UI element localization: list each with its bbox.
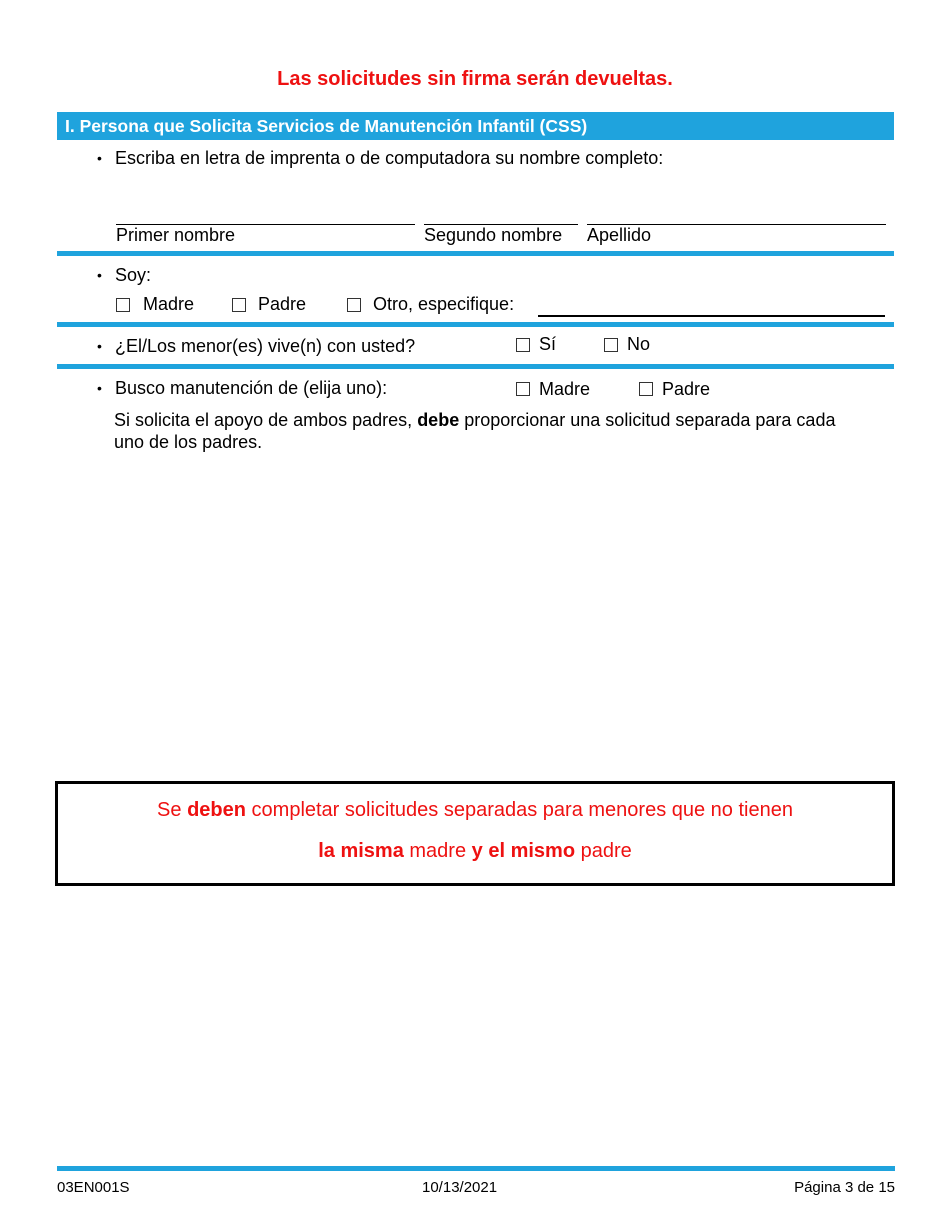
- note-text: uno de los padres.: [114, 432, 263, 452]
- first-name-label: Primer nombre: [116, 225, 236, 245]
- form-id: 03EN001S: [57, 1179, 130, 1196]
- lives-with-question: • ¿El/Los menor(es) vive(n) con usted?: [115, 335, 415, 357]
- seek-mother-checkbox[interactable]: [516, 382, 530, 396]
- note-text: Si solicita el apoyo de ambos padres,: [114, 410, 413, 430]
- father-option-label: Padre: [258, 294, 307, 314]
- lives-no-label: No: [627, 334, 651, 354]
- footer-divider: [57, 1166, 895, 1171]
- separate-applications-warning: [55, 781, 895, 886]
- last-name-label: Apellido: [587, 225, 652, 245]
- mother-option-label: Madre: [143, 294, 195, 314]
- soy-label: • Soy:: [115, 264, 151, 286]
- other-option-label: Otro, especifique:: [373, 294, 515, 314]
- warning-bold: la misma: [318, 840, 404, 862]
- seek-father-label: Padre: [662, 379, 711, 399]
- lives-yes-label: Sí: [539, 334, 557, 354]
- seek-mother-label: Madre: [539, 379, 591, 399]
- divider: [57, 251, 894, 256]
- father-checkbox[interactable]: [232, 298, 246, 312]
- middle-name-label: Segundo nombre: [424, 225, 563, 245]
- warning-text: Se: [157, 799, 182, 821]
- lives-yes-checkbox[interactable]: [516, 338, 530, 352]
- lives-no-checkbox[interactable]: [604, 338, 618, 352]
- warning-text: padre: [580, 840, 632, 862]
- other-specify-field[interactable]: [538, 315, 885, 317]
- warning-text: completar solicitudes separadas para menores que no tienen: [251, 799, 793, 821]
- both-parents-note: [114, 409, 884, 453]
- warning-bold: deben: [187, 799, 246, 821]
- page-number: Página 3 de 15: [794, 1179, 895, 1196]
- other-checkbox[interactable]: [347, 298, 361, 312]
- section-header: I. Persona que Solicita Servicios de Manutención Infantil (CSS): [57, 112, 894, 140]
- note-bold: debe: [417, 410, 460, 430]
- warning-text: madre: [409, 840, 467, 862]
- mother-checkbox[interactable]: [116, 298, 130, 312]
- note-text: proporcionar una solicitud separada para cada: [464, 410, 836, 430]
- seek-support-question: • Busco manutención de (elija uno):: [115, 377, 387, 399]
- divider: [57, 364, 894, 369]
- warning-bold: y el mismo: [471, 840, 576, 862]
- seek-father-checkbox[interactable]: [639, 382, 653, 396]
- form-date: 10/13/2021: [422, 1179, 498, 1196]
- unsigned-warning: Las solicitudes sin firma serán devueltas.: [277, 68, 673, 90]
- name-instruction: • Escriba en letra de imprenta o de computadora su nombre completo:: [115, 147, 663, 169]
- divider: [57, 322, 894, 327]
